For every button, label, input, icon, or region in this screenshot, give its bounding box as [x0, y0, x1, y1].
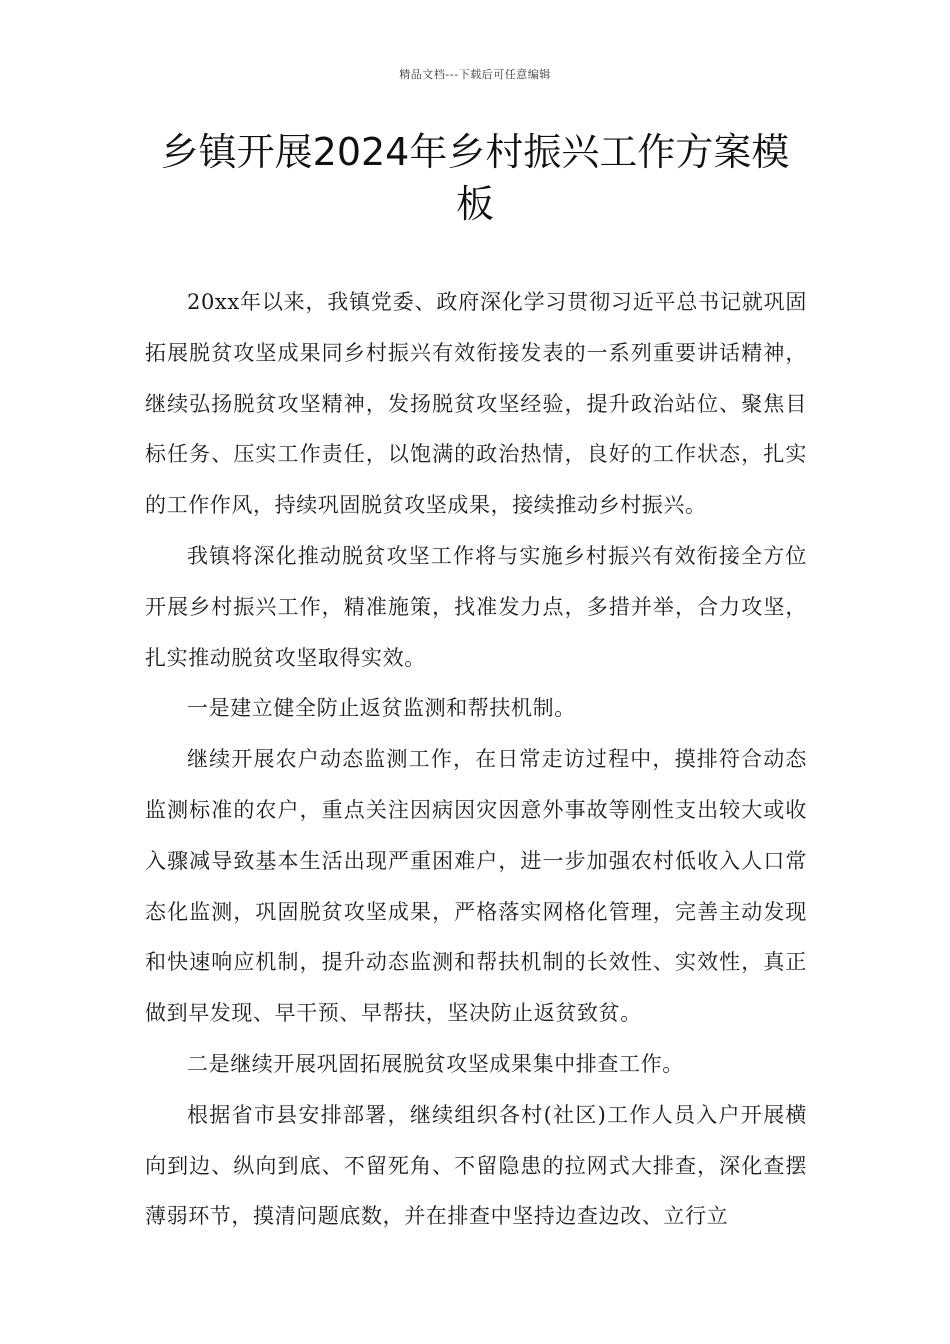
- page-header: 精品文档---下载后可任意编辑: [399, 68, 551, 81]
- paragraph: 根据省市县安排部署，继续组织各村(社区)工作人员入户开展横向到边、纵向到底、不留死角、不留隐患的拉网式大排查，深化查摆薄弱环节，摸清问题底数，并在排查中坚持边查边改、立行立: [145, 1102, 807, 1229]
- paragraph: 继续开展农户动态监测工作，在日常走访过程中，摸排符合动态监测标准的农户，重点关注因病因灾因意外事故等刚性支出较大或收入骤减导致基本生活出现严重困难户，进一步加强农村低收入人口常态化监测，巩固脱贫攻坚成果，严格落实网格化管理，完善主动发现和快速响应机制，提升动态监测和帮扶机制的长效性、实效性，真正做到早发现、早干预、早帮扶，坚决防止返贫致贫。: [145, 747, 807, 1026]
- paragraph: 我镇将深化推动脱贫攻坚工作将与实施乡村振兴有效衔接全方位开展乡村振兴工作，精准施策，找准发力点，多措并举，合力攻坚，扎实推动脱贫攻坚取得实效。: [145, 543, 807, 670]
- section-heading: 一是建立健全防止返贫监测和帮扶机制。: [187, 696, 576, 721]
- paragraph: 20xx年以来，我镇党委、政府深化学习贯彻习近平总书记就巩固拓展脱贫攻坚成果同乡村振兴有效衔接发表的一系列重要讲话精神，继续弘扬脱贫攻坚精神，发扬脱贫攻坚经验，提升政治站位、聚焦目标任务、压实工作责任，以饱满的政治热情，良好的工作状态，扎实的工作作风，持续巩固脱贫攻坚成果，接续推动乡村振兴。: [145, 290, 807, 518]
- section-heading: 二是继续开展巩固拓展脱贫攻坚成果集中排查工作。: [187, 1051, 684, 1076]
- document-title: 乡镇开展2024年乡村振兴工作方案模板: [160, 130, 790, 226]
- document-body: [145, 277, 807, 1242]
